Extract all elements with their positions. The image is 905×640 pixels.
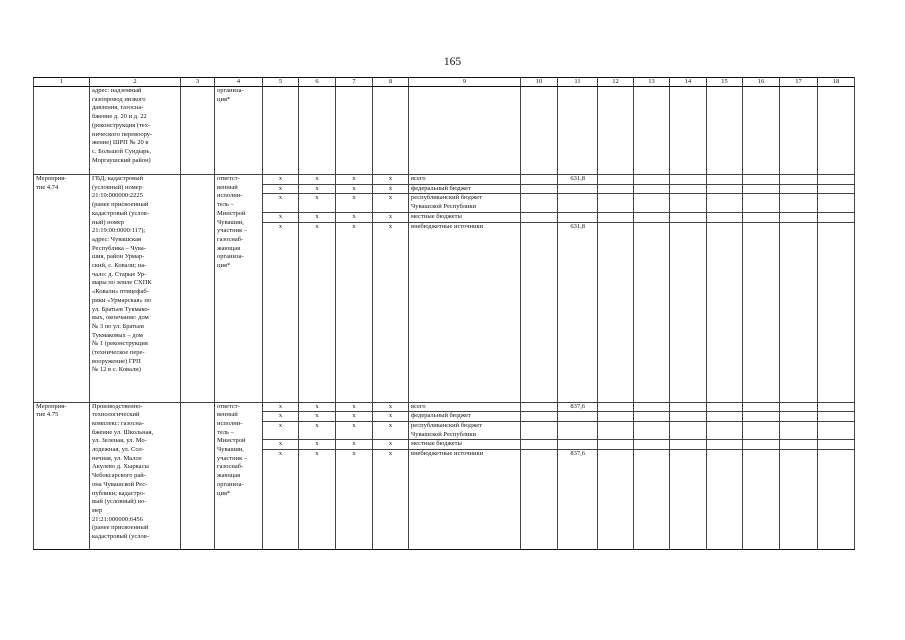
table-cell <box>818 212 855 222</box>
amount-cell: 631,8 <box>558 222 598 402</box>
x-mark-cell: х <box>336 412 373 422</box>
table-cell <box>743 194 780 212</box>
header-cell: 2 <box>90 78 181 87</box>
x-mark-cell: х <box>336 450 373 550</box>
table-cell <box>707 222 743 402</box>
table-cell <box>707 87 743 175</box>
amount-cell: 837,6 <box>558 450 598 550</box>
header-cell: 18 <box>818 78 855 87</box>
x-mark-cell: х <box>373 402 409 412</box>
x-mark-cell: х <box>299 194 336 212</box>
funding-source: местные бюджеты <box>409 212 521 222</box>
header-cell: 17 <box>780 78 818 87</box>
header-cell: 8 <box>373 78 409 87</box>
x-mark-cell: х <box>263 412 299 422</box>
table-cell <box>181 175 215 403</box>
header-row <box>34 78 855 87</box>
table-cell <box>521 421 558 439</box>
x-mark-cell: х <box>299 175 336 185</box>
x-mark-cell: х <box>299 450 336 550</box>
table-cell <box>670 440 707 450</box>
table-cell <box>598 450 634 550</box>
table-cell <box>598 194 634 212</box>
table-cell <box>818 87 855 175</box>
amount-cell <box>558 212 598 222</box>
x-mark-cell: х <box>336 222 373 402</box>
amount-cell <box>558 421 598 439</box>
header-cell: 13 <box>634 78 670 87</box>
funding-source: внебюджетные источники <box>409 450 521 550</box>
object-description: ГВД; кадастровый (условный) номер 21:19:000000:2225 (ранее присвоенный кадастровый (услов- ный) номер 21:19:00:0000:117); адрес: Чувашская Республика – Чува- шия, район Урмар- ский, с. Ковали; на- чало: д. Старые Ур- мары по земле СХПК «Ковали» птицефаб- рики «Урмарская» по ул. Братьев Тукмако- вых, окончание: дом № 3 по ул. Братьев Тукмаковых – дом № 1 (реконструкция (техническое перe- вооружение) ГРП № 12 в с. Ковали) <box>90 175 181 403</box>
table-cell <box>780 212 818 222</box>
table-cell <box>598 175 634 185</box>
table-cell <box>743 222 780 402</box>
x-mark-cell: х <box>373 184 409 194</box>
x-mark-cell: х <box>336 440 373 450</box>
table-cell <box>634 440 670 450</box>
table-cell <box>670 175 707 185</box>
table-cell <box>743 412 780 422</box>
table-cell <box>634 194 670 212</box>
x-mark-cell: х <box>263 175 299 185</box>
table-cell <box>780 450 818 550</box>
object-description: Производственно- технологический комплекс: газосна- бжение ул. Школьная, ул. Зеленая, ул. Мо- лодежная, ул. Сол- нечная, ул. Малое Акулево д. Хыркасы Чебоксарского рай- она Чувашской Рес- публики; кадастро- вый (условный) но- мер 21:21:000000:6456 (ранее присвоенный кадастровый (услов- <box>90 402 181 550</box>
amount-cell: 631,8 <box>558 175 598 185</box>
header-cell: 1 <box>34 78 90 87</box>
x-mark-cell: х <box>373 412 409 422</box>
table-cell <box>634 421 670 439</box>
table-cell <box>521 450 558 550</box>
table-cell <box>634 222 670 402</box>
table-cell <box>743 421 780 439</box>
x-mark-cell: х <box>336 194 373 212</box>
table-cell <box>707 402 743 412</box>
table-cell <box>634 184 670 194</box>
table-cell <box>409 87 521 175</box>
funding-source: республиканский бюджет Чувашской Республики <box>409 194 521 212</box>
table-cell <box>780 222 818 402</box>
header-cell: 16 <box>743 78 780 87</box>
header-cell: 5 <box>263 78 299 87</box>
table-cell <box>780 175 818 185</box>
table-cell <box>780 402 818 412</box>
table-cell <box>336 87 373 175</box>
x-mark-cell: х <box>336 402 373 412</box>
table-cell <box>598 402 634 412</box>
table-cell <box>181 402 215 550</box>
x-mark-cell: х <box>336 175 373 185</box>
table-cell <box>670 421 707 439</box>
table-cell <box>707 194 743 212</box>
table-cell <box>34 87 90 175</box>
table-row <box>34 87 855 175</box>
table-cell <box>670 222 707 402</box>
amount-cell <box>558 184 598 194</box>
budget-table <box>33 77 855 550</box>
x-mark-cell: х <box>263 222 299 402</box>
table-cell <box>670 184 707 194</box>
x-mark-cell: х <box>299 412 336 422</box>
table-cell <box>780 440 818 450</box>
table-cell <box>521 212 558 222</box>
table-cell <box>707 412 743 422</box>
table-cell <box>521 194 558 212</box>
x-mark-cell: х <box>373 212 409 222</box>
table-cell <box>634 450 670 550</box>
table-cell <box>521 184 558 194</box>
amount-cell <box>558 440 598 450</box>
funding-source: республиканский бюджет Чувашской Республики <box>409 421 521 439</box>
table-row <box>34 402 855 412</box>
table-cell <box>263 87 299 175</box>
header-cell: 12 <box>598 78 634 87</box>
table-cell <box>634 87 670 175</box>
header-cell: 11 <box>558 78 598 87</box>
table-cell <box>780 184 818 194</box>
x-mark-cell: х <box>263 194 299 212</box>
x-mark-cell: х <box>299 440 336 450</box>
table-cell <box>598 440 634 450</box>
table-cell <box>707 440 743 450</box>
header-cell: 10 <box>521 78 558 87</box>
table-cell <box>707 212 743 222</box>
funding-source: всего <box>409 175 521 185</box>
funding-source: федеральный бюджет <box>409 184 521 194</box>
table-cell <box>598 412 634 422</box>
executor-cell: ответст- венный исполни- тель – Минстрой Чувашии, участник – газоснаб- жающая организа- ция* <box>215 175 263 403</box>
table-cell <box>598 87 634 175</box>
table-cell <box>707 184 743 194</box>
funding-source: всего <box>409 402 521 412</box>
x-mark-cell: х <box>263 184 299 194</box>
table-cell <box>780 412 818 422</box>
header-cell: 15 <box>707 78 743 87</box>
header-cell: 3 <box>181 78 215 87</box>
measure-id: Мероприя- тие 4.74 <box>34 175 90 403</box>
measure-id: Мероприя- тие 4.75 <box>34 402 90 550</box>
x-mark-cell: х <box>263 450 299 550</box>
table-cell <box>521 222 558 402</box>
table-cell <box>634 412 670 422</box>
x-mark-cell: х <box>336 421 373 439</box>
table-cell <box>780 421 818 439</box>
table-cell <box>598 222 634 402</box>
table-cell <box>818 412 855 422</box>
table-cell <box>743 402 780 412</box>
amount-cell <box>558 412 598 422</box>
table-cell <box>670 87 707 175</box>
table-cell <box>818 222 855 402</box>
table-cell <box>780 194 818 212</box>
table-cell <box>670 412 707 422</box>
table-cell <box>299 87 336 175</box>
x-mark-cell: х <box>299 402 336 412</box>
x-mark-cell: х <box>373 421 409 439</box>
table-cell <box>707 450 743 550</box>
table-cell <box>598 421 634 439</box>
object-description: адрес: надземный газопровод низкого давления, газосна- бжение д. 20 и д. 22 (реконструкция (тех- нического перевоору- жение) ШРП № 20 в с. Большой Сундырь, Моргаушский район) <box>90 87 181 175</box>
x-mark-cell: х <box>373 194 409 212</box>
table-cell <box>521 440 558 450</box>
table-cell <box>743 450 780 550</box>
amount-cell: 837,6 <box>558 402 598 412</box>
table-cell <box>634 175 670 185</box>
table-cell <box>818 440 855 450</box>
x-mark-cell: х <box>263 212 299 222</box>
funding-source: внебюджетные источники <box>409 222 521 402</box>
table-cell <box>634 212 670 222</box>
executor-cell: организа- ция* <box>215 87 263 175</box>
x-mark-cell: х <box>263 402 299 412</box>
table-cell <box>818 450 855 550</box>
x-mark-cell: х <box>373 175 409 185</box>
x-mark-cell: х <box>299 421 336 439</box>
table-cell <box>818 402 855 412</box>
x-mark-cell: х <box>299 222 336 402</box>
table-cell <box>818 175 855 185</box>
table-cell <box>521 87 558 175</box>
table-cell <box>707 175 743 185</box>
table-cell <box>818 184 855 194</box>
x-mark-cell: х <box>373 440 409 450</box>
table-row <box>34 175 855 185</box>
table-cell <box>743 87 780 175</box>
table-cell <box>743 212 780 222</box>
table-cell <box>558 87 598 175</box>
header-cell: 14 <box>670 78 707 87</box>
table-cell <box>670 212 707 222</box>
funding-source: местные бюджеты <box>409 440 521 450</box>
table-cell <box>521 402 558 412</box>
table-cell <box>521 175 558 185</box>
table-cell <box>598 184 634 194</box>
table-cell <box>743 440 780 450</box>
table-cell <box>818 194 855 212</box>
page-number: 165 <box>443 56 462 68</box>
table-cell <box>181 87 215 175</box>
table-cell <box>634 402 670 412</box>
table-cell <box>598 212 634 222</box>
header-cell: 7 <box>336 78 373 87</box>
amount-cell <box>558 194 598 212</box>
x-mark-cell: х <box>336 212 373 222</box>
x-mark-cell: х <box>373 222 409 402</box>
table-cell <box>818 421 855 439</box>
x-mark-cell: х <box>263 421 299 439</box>
x-mark-cell: х <box>299 212 336 222</box>
table-cell <box>373 87 409 175</box>
header-cell: 6 <box>299 78 336 87</box>
table-cell <box>670 450 707 550</box>
x-mark-cell: х <box>299 184 336 194</box>
x-mark-cell: х <box>336 184 373 194</box>
table-cell <box>670 402 707 412</box>
x-mark-cell: х <box>263 440 299 450</box>
executor-cell: ответст- венный исполни- тель – Минстрой Чувашии, участник – газоснаб- жающая организа- ция* <box>215 402 263 550</box>
header-cell: 9 <box>409 78 521 87</box>
table-cell <box>707 421 743 439</box>
table-cell <box>743 184 780 194</box>
table-cell <box>521 412 558 422</box>
header-cell: 4 <box>215 78 263 87</box>
x-mark-cell: х <box>373 450 409 550</box>
funding-source: федеральный бюджет <box>409 412 521 422</box>
table-cell <box>743 175 780 185</box>
table-cell <box>780 87 818 175</box>
table-cell <box>670 194 707 212</box>
